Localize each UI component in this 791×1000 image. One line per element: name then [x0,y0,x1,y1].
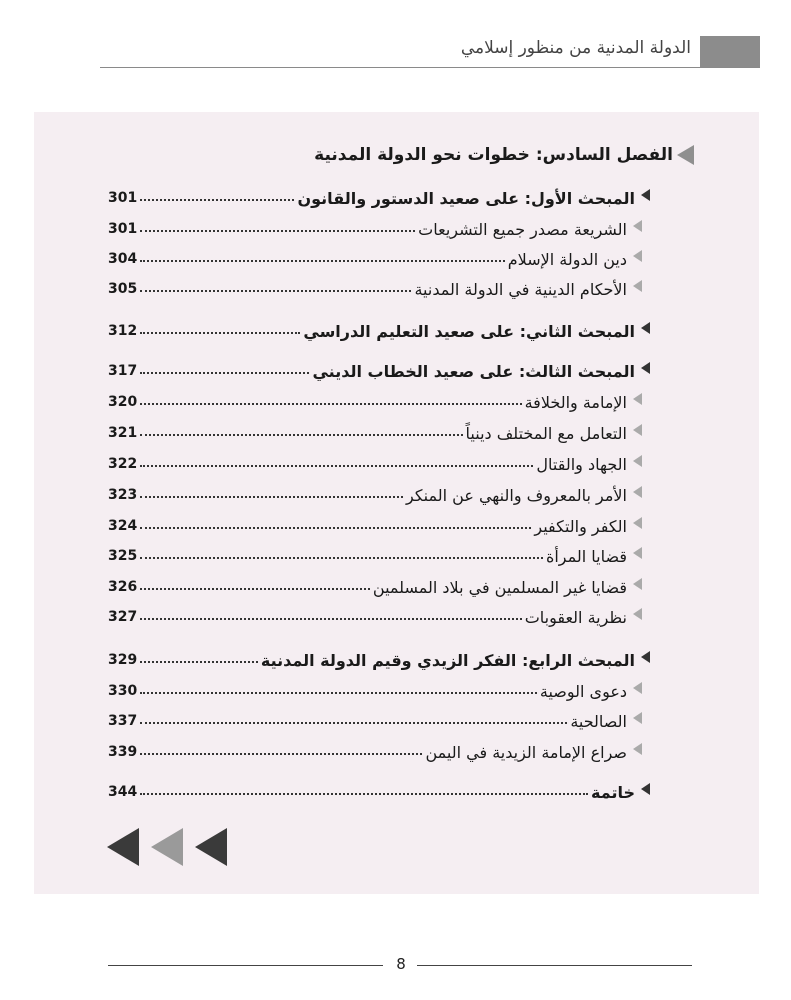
chapter-heading [314,145,694,165]
bullet-triangle-icon [633,393,642,405]
bullet-triangle-icon [633,220,642,232]
toc-row[interactable]: المبحث الثالث: على صعيد الخطاب الديني 317 [108,355,650,381]
bullet-triangle-icon [641,651,650,663]
toc-page: 322 [108,456,138,472]
header-rule [100,67,760,68]
bullet-triangle-icon [633,424,642,436]
toc-page: 321 [108,425,138,441]
page-number: 8 [396,955,406,973]
bullet-triangle-icon [633,578,642,590]
toc-page: 301 [108,190,138,206]
toc-row[interactable]: صراع الإمامة الزيدية في اليمن 339 [108,736,642,762]
bullet-triangle-icon [633,547,642,559]
toc-page: 301 [108,221,138,237]
toc-page: 304 [108,251,138,267]
toc-page: 312 [108,323,138,339]
toc-row[interactable]: قضايا المرأة 325 [108,540,642,566]
footer-rule-left [108,965,383,966]
running-header-title: الدولة المدنية من منظور إسلامي [460,38,691,58]
toc-row[interactable]: الجهاد والقتال 322 [108,448,642,474]
toc-row[interactable]: الصالحية 337 [108,705,642,731]
chapter-title: الفصل السادس: خطوات نحو الدولة المدنية [314,145,673,165]
toc-page: 344 [108,784,138,800]
toc-row[interactable]: التعامل مع المختلف دينياً 321 [108,417,642,443]
bullet-triangle-icon [633,712,642,724]
toc-row[interactable]: دعوى الوصية 330 [108,675,642,701]
toc-page: 329 [108,652,138,668]
header-tab-block [700,36,760,67]
toc-row[interactable]: الإمامة والخلافة 320 [108,386,642,412]
toc-row[interactable]: المبحث الأول: على صعيد الدستور والقانون 301 [108,182,650,208]
toc-page: 337 [108,713,138,729]
toc-row[interactable]: الشريعة مصدر جميع التشريعات 301 [108,213,642,239]
bullet-triangle-icon [633,486,642,498]
bullet-triangle-icon [641,362,650,374]
chapter-triangle-icon [677,145,694,165]
toc-row[interactable]: خاتمة 344 [108,776,650,802]
toc-page: 339 [108,744,138,760]
toc-page: 305 [108,281,138,297]
toc-page: 320 [108,394,138,410]
toc-row[interactable]: الأمر بالمعروف والنهي عن المنكر 323 [108,479,642,505]
bullet-triangle-icon [633,280,642,292]
toc-page: 324 [108,518,138,534]
footer-rule-right [417,965,692,966]
toc-page: 317 [108,363,138,379]
bullet-triangle-icon [641,189,650,201]
toc-page: 326 [108,579,138,595]
toc-row[interactable]: نظرية العقوبات 327 [108,601,642,627]
toc-row[interactable]: الأحكام الدينية في الدولة المدنية 305 [108,273,642,299]
toc-row[interactable]: قضايا غير المسلمين في بلاد المسلمين 326 [108,571,642,597]
toc-page: 325 [108,548,138,564]
toc-page: 330 [108,683,138,699]
toc-row[interactable]: الكفر والتكفير 324 [108,510,642,536]
toc-page: 323 [108,487,138,503]
bullet-triangle-icon [633,517,642,529]
bullet-triangle-icon [633,682,642,694]
bullet-triangle-icon [633,455,642,467]
bullet-triangle-icon [633,743,642,755]
toc-page: 327 [108,609,138,625]
decorative-arrows-icon [107,826,229,868]
toc-row[interactable]: دين الدولة الإسلام 304 [108,243,642,269]
toc-row[interactable]: المبحث الرابع: الفكر الزيدي وقيم الدولة المدنية 329 [108,644,650,670]
bullet-triangle-icon [641,783,650,795]
bullet-triangle-icon [633,608,642,620]
bullet-triangle-icon [641,322,650,334]
bullet-triangle-icon [633,250,642,262]
toc-row[interactable]: المبحث الثاني: على صعيد التعليم الدراسي 312 [108,315,650,341]
